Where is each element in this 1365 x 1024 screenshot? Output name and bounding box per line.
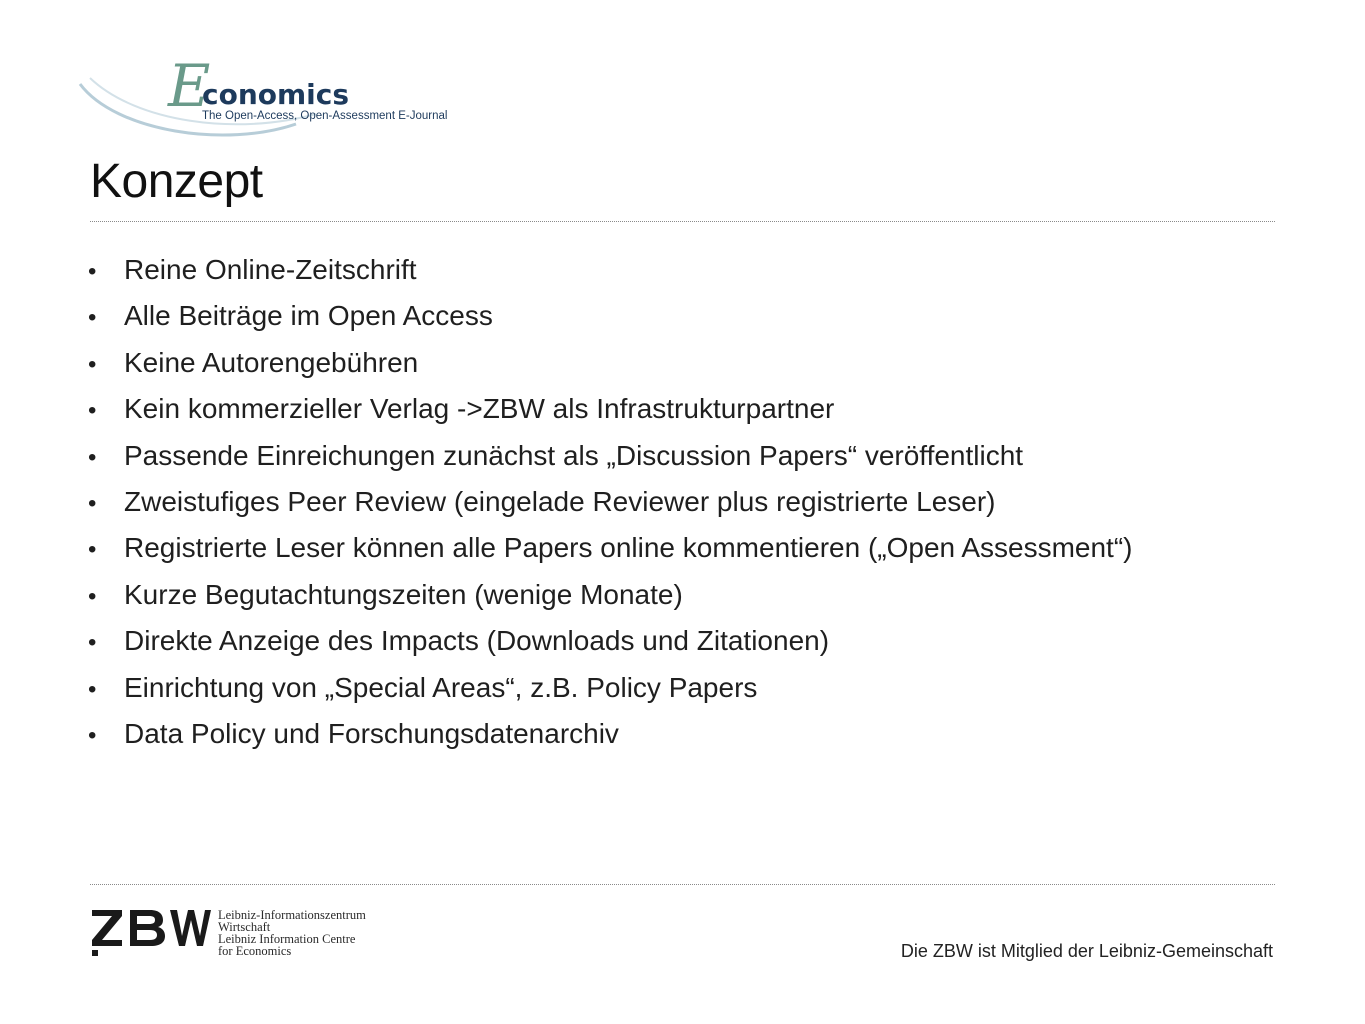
title-divider [90, 221, 1275, 222]
bullet-marker: • [88, 258, 97, 285]
zbw-line: Leibniz Information Centre [218, 932, 356, 946]
zbw-logo [90, 906, 390, 966]
bullet-marker: • [88, 304, 97, 332]
logo-word: conomics [202, 78, 350, 111]
footer-membership-note: Die ZBW ist Mitglied der Leibniz-Gemeinschaft [900, 941, 1273, 961]
economics-journal-logo [76, 52, 456, 148]
logo-tagline: The Open-Access, Open-Assessment E-Journal [202, 110, 448, 122]
footer-divider [90, 884, 1275, 885]
zbw-line: Wirtschaft [218, 920, 271, 934]
zbw-line: for Economics [218, 944, 292, 958]
bullet-list [88, 248, 1132, 758]
bullet-marker: • [88, 536, 97, 564]
bullet-item: • Kurze Begutachtungszeiten (wenige Monate) [88, 573, 1132, 619]
bullet-item: • Direkte Anzeige des Impacts (Downloads und Zitationen) [88, 619, 1132, 665]
zbw-wordmark [90, 906, 212, 958]
bullet-marker: • [88, 443, 97, 471]
slide-title: Konzept [90, 155, 263, 208]
zbw-line: Leibniz-Informationszentrum [218, 908, 366, 922]
bullet-item: • Zweistufiges Peer Review (eingelade Reviewer plus registrierte Leser) [88, 480, 1132, 526]
bullet-marker: • [88, 489, 97, 517]
logo-letter: E [168, 52, 211, 120]
bullet-marker: • [88, 397, 97, 425]
bullet-item: • Kein kommerzieller Verlag ->ZBW als Infrastrukturpartner [88, 387, 1132, 433]
bullet-marker: • [88, 582, 97, 610]
bullet-item: • Keine Autorengebühren [88, 341, 1132, 387]
bullet-item: • Reine Online-Zeitschrift [88, 248, 1132, 294]
bullet-item: • Data Policy und Forschungsdatenarchiv [88, 712, 1132, 758]
bullet-marker: • [88, 350, 97, 378]
bullet-item: • Alle Beiträge im Open Access [88, 294, 1132, 340]
bullet-item: • Registrierte Leser können alle Papers online kommentieren („Open Assessment“) [88, 526, 1132, 572]
bullet-marker: • [88, 675, 97, 703]
zbw-name-text [218, 909, 366, 957]
bullet-marker: • [88, 629, 97, 657]
bullet-item: • Passende Einreichungen zunächst als „Discussion Papers“ veröffentlicht [88, 434, 1132, 480]
bullet-marker: • [88, 721, 97, 749]
bullet-item: • Einrichtung von „Special Areas“, z.B. Policy Papers [88, 666, 1132, 712]
